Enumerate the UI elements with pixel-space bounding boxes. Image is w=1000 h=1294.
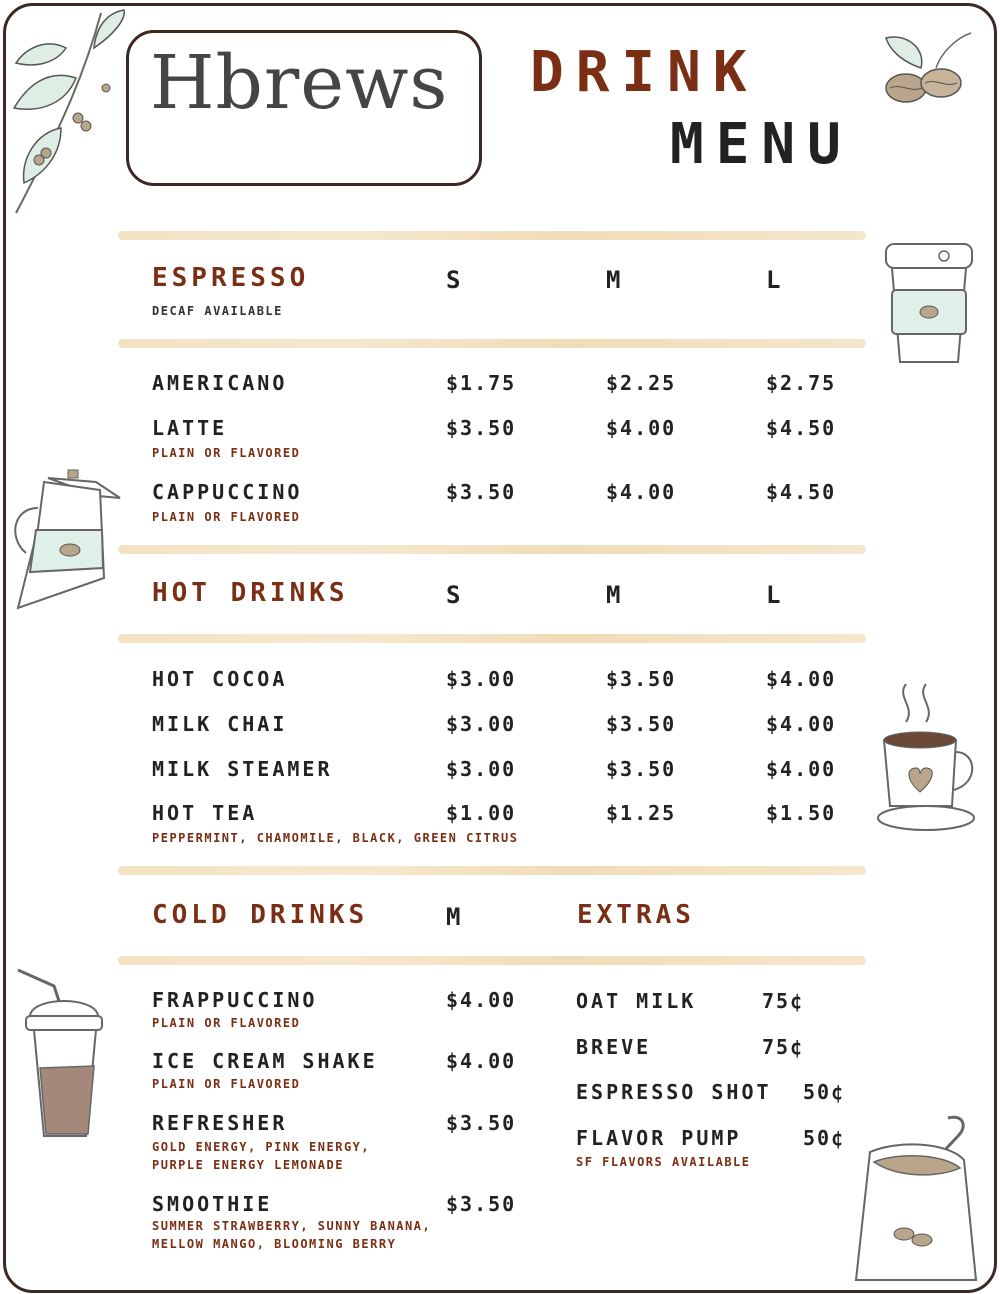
divider	[118, 866, 866, 875]
price-large: $4.50	[766, 480, 837, 504]
divider	[118, 956, 866, 965]
size-header-s: S	[446, 266, 461, 294]
price-large: $4.00	[766, 712, 837, 736]
size-header-l: L	[766, 266, 781, 294]
size-header-s: S	[446, 581, 461, 609]
extra-item-name: ESPRESSO SHOT	[576, 1080, 772, 1104]
iced-drink-icon	[14, 966, 114, 1142]
price-large: $4.00	[766, 667, 837, 691]
extra-item-price: 50¢	[803, 1126, 846, 1150]
menu-item-name: MILK CHAI	[152, 712, 288, 736]
size-header-m: M	[606, 266, 621, 294]
section-heading-cold-drinks: COLD DRINKS	[152, 900, 369, 930]
menu-item-name: FRAPPUCCINO	[152, 988, 318, 1012]
menu-title-line2: MENU	[670, 112, 853, 177]
menu-item-name: MILK STEAMER	[152, 757, 333, 781]
extra-item-name: OAT MILK	[576, 989, 697, 1013]
price-medium: $4.00	[446, 988, 517, 1012]
menu-item-name: HOT COCOA	[152, 667, 288, 691]
menu-item-name: ICE CREAM SHAKE	[152, 1049, 378, 1073]
moka-pot-icon	[8, 468, 126, 620]
price-large: $4.50	[766, 416, 837, 440]
size-header-m: M	[606, 581, 621, 609]
divider	[118, 545, 866, 554]
price-small: $3.00	[446, 712, 517, 736]
extra-item-price: 50¢	[803, 1080, 846, 1104]
menu-item-note: PEPPERMINT, CHAMOMILE, BLACK, GREEN CITRUS	[152, 831, 519, 845]
extra-item-name: BREVE	[576, 1035, 652, 1059]
price-medium: $4.00	[446, 1049, 517, 1073]
price-medium: $2.25	[606, 371, 677, 395]
coffee-cup-to-go-icon	[882, 238, 976, 368]
divider	[118, 339, 866, 348]
price-small: $3.50	[446, 416, 517, 440]
logo: Hbrews	[150, 40, 449, 126]
price-medium: $3.50	[446, 1111, 517, 1135]
extra-item-note: SF FLAVORS AVAILABLE	[576, 1155, 751, 1169]
menu-item-note: SUMMER STRAWBERRY, SUNNY BANANA,	[152, 1219, 432, 1233]
price-small: $3.50	[446, 480, 517, 504]
divider	[118, 634, 866, 643]
menu-item-note: PLAIN OR FLAVORED	[152, 510, 301, 524]
size-header-m: M	[446, 903, 461, 931]
menu-item-name: REFRESHER	[152, 1111, 288, 1135]
menu-item-name: LATTE	[152, 416, 228, 440]
menu-frame	[3, 3, 997, 1293]
menu-item-note: PURPLE ENERGY LEMONADE	[152, 1158, 344, 1172]
size-header-l: L	[766, 581, 781, 609]
price-large: $2.75	[766, 371, 837, 395]
menu-item-note: PLAIN OR FLAVORED	[152, 446, 301, 460]
mug-heart-icon	[876, 682, 980, 838]
price-small: $3.00	[446, 667, 517, 691]
price-medium: $4.00	[606, 480, 677, 504]
menu-item-name: CAPPUCCINO	[152, 480, 303, 504]
price-medium: $4.00	[606, 416, 677, 440]
menu-item-note: PLAIN OR FLAVORED	[152, 1016, 301, 1030]
menu-item-note: MELLOW MANGO, BLOOMING BERRY	[152, 1237, 397, 1251]
price-medium: $3.50	[446, 1192, 517, 1216]
menu-title-line1: DRINK	[530, 40, 759, 105]
coffee-bean-sack-icon	[848, 1112, 978, 1284]
price-medium: $3.50	[606, 757, 677, 781]
extra-item-price: 75¢	[762, 1035, 805, 1059]
extra-item-name: FLAVOR PUMP	[576, 1126, 742, 1150]
extra-item-price: 75¢	[762, 989, 805, 1013]
menu-item-name: AMERICANO	[152, 371, 288, 395]
price-small: $1.00	[446, 801, 517, 825]
coffee-branch-icon	[6, 8, 131, 223]
price-medium: $3.50	[606, 712, 677, 736]
price-medium: $3.50	[606, 667, 677, 691]
menu-item-name: HOT TEA	[152, 801, 258, 825]
coffee-beans-icon	[876, 28, 976, 110]
section-heading-hot-drinks: HOT DRINKS	[152, 578, 349, 608]
section-heading-extras: EXTRAS	[577, 900, 695, 930]
divider	[118, 231, 866, 240]
menu-item-note: GOLD ENERGY, PINK ENERGY,	[152, 1140, 371, 1154]
price-small: $1.75	[446, 371, 517, 395]
price-medium: $1.25	[606, 801, 677, 825]
menu-item-note: PLAIN OR FLAVORED	[152, 1077, 301, 1091]
price-large: $4.00	[766, 757, 837, 781]
section-subheading: DECAF AVAILABLE	[152, 304, 283, 318]
section-heading-espresso: ESPRESSO	[152, 263, 310, 293]
price-small: $3.00	[446, 757, 517, 781]
price-large: $1.50	[766, 801, 837, 825]
menu-item-name: SMOOTHIE	[152, 1192, 273, 1216]
